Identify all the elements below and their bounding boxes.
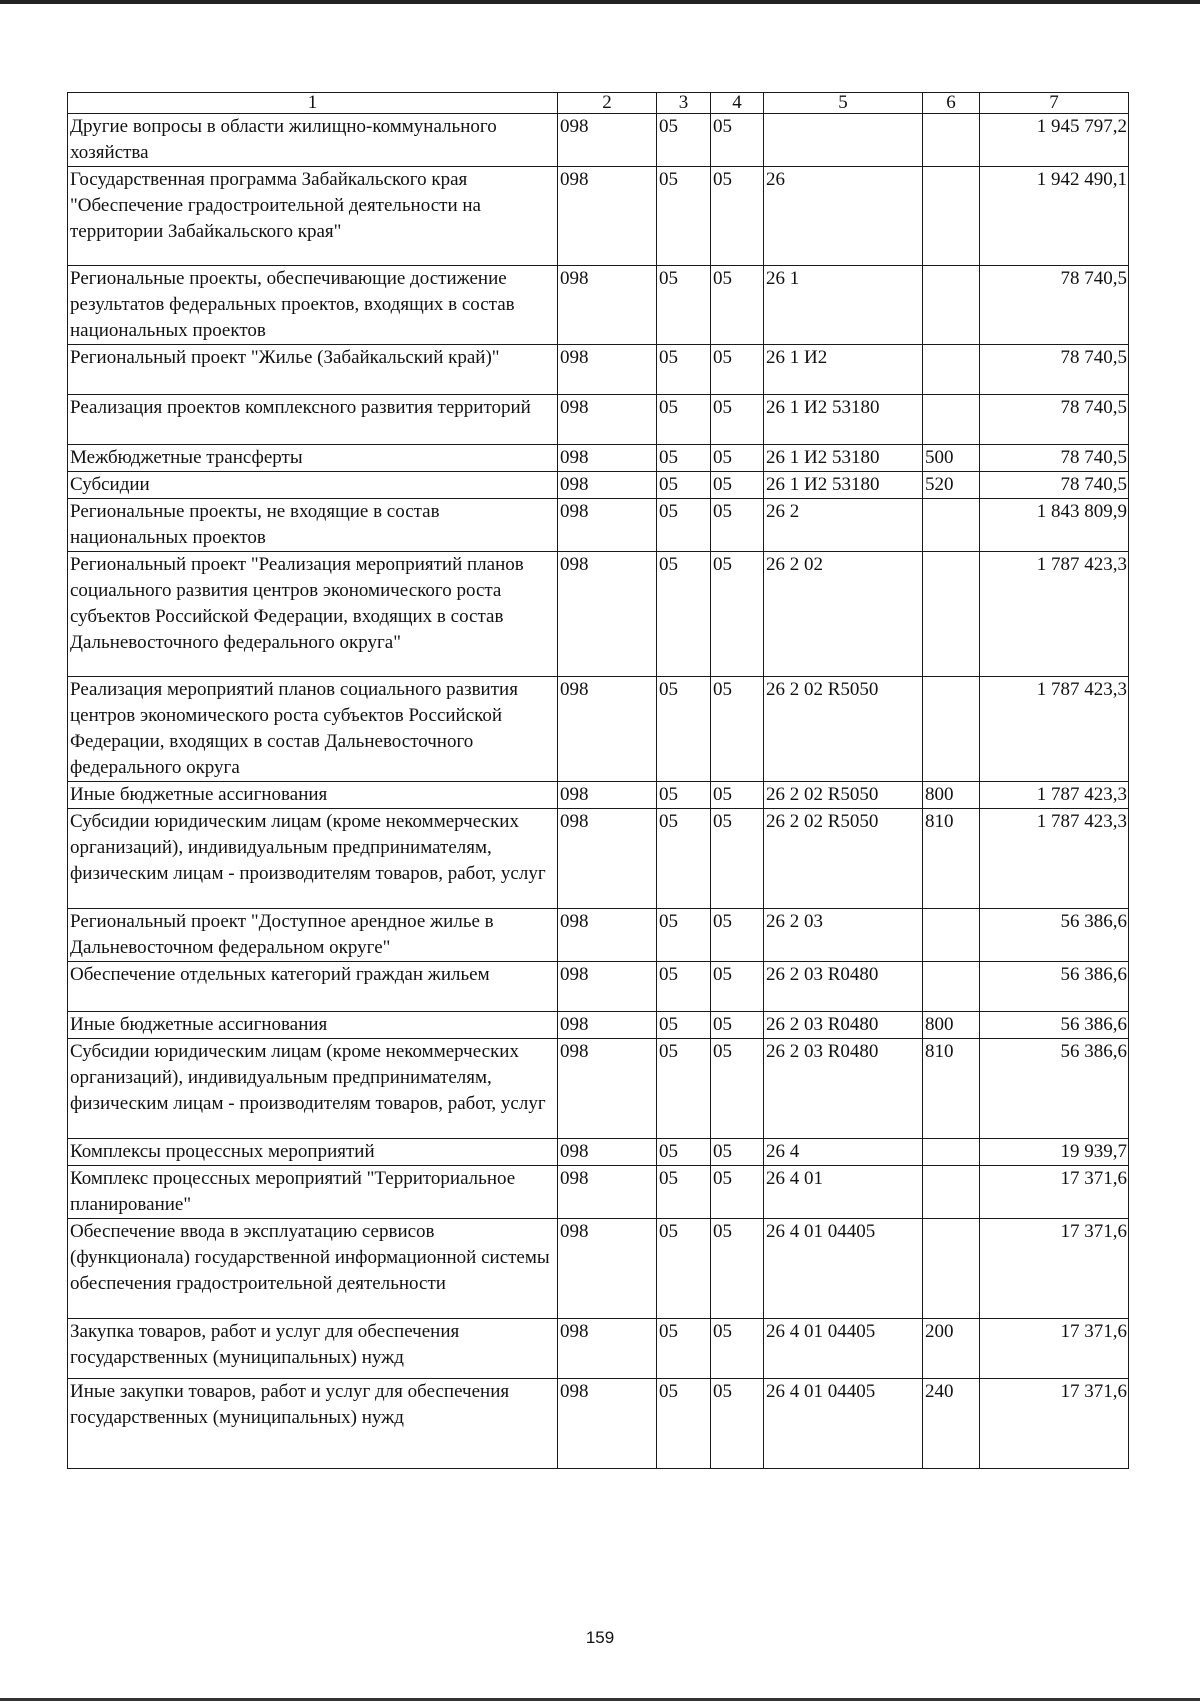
- row-subsection-cell: 05: [711, 1219, 764, 1319]
- row-expense-type-cell: [923, 499, 980, 552]
- row-amount-cell: 1 787 423,3: [980, 552, 1129, 677]
- row-subsection-cell: 05: [711, 809, 764, 909]
- row-name-cell: Закупка товаров, работ и услуг для обеспечения государственных (муниципальных) нужд: [68, 1319, 558, 1379]
- row-code-cell: 098: [558, 1039, 657, 1139]
- row-target-article-cell: 26 4 01 04405: [764, 1319, 923, 1379]
- row-section-cell: 05: [657, 1219, 711, 1319]
- table-row: [68, 1166, 1129, 1219]
- row-subsection-cell: 05: [711, 114, 764, 167]
- row-amount-cell: 19 939,7: [980, 1139, 1129, 1166]
- row-section-cell: 05: [657, 962, 711, 1012]
- row-expense-type-cell: 800: [923, 782, 980, 809]
- row-code-cell: 098: [558, 782, 657, 809]
- row-expense-type-cell: 800: [923, 1012, 980, 1039]
- row-amount-cell: 1 787 423,3: [980, 809, 1129, 909]
- row-amount-cell: 1 843 809,9: [980, 499, 1129, 552]
- row-subsection-cell: 05: [711, 1319, 764, 1379]
- row-section-cell: 05: [657, 395, 711, 445]
- row-name-cell: Другие вопросы в области жилищно-коммунального хозяйства: [68, 114, 558, 167]
- row-code-cell: 098: [558, 1166, 657, 1219]
- row-code-cell: 098: [558, 1219, 657, 1319]
- row-name-cell: Реализация мероприятий планов социального развития центров экономического роста субъектов Российской Федерации, входящих в состав Дальневосточного федерального округа: [68, 677, 558, 782]
- row-section-cell: 05: [657, 499, 711, 552]
- row-section-cell: 05: [657, 114, 711, 167]
- row-target-article-cell: 26 2 02: [764, 552, 923, 677]
- row-target-article-cell: [764, 114, 923, 167]
- row-amount-cell: 1 945 797,2: [980, 114, 1129, 167]
- row-code-cell: 098: [558, 114, 657, 167]
- row-target-article-cell: 26 1 И2 53180: [764, 395, 923, 445]
- row-expense-type-cell: 500: [923, 445, 980, 472]
- row-name-cell: Региональные проекты, не входящие в состав национальных проектов: [68, 499, 558, 552]
- row-section-cell: 05: [657, 445, 711, 472]
- row-name-cell: Субсидии юридическим лицам (кроме некоммерческих организаций), индивидуальным предпринимателям, физическим лицам - производителям товаров, работ, услуг: [68, 1039, 558, 1139]
- row-expense-type-cell: [923, 552, 980, 677]
- row-expense-type-cell: 810: [923, 809, 980, 909]
- row-subsection-cell: 05: [711, 1012, 764, 1039]
- row-amount-cell: 78 740,5: [980, 395, 1129, 445]
- row-expense-type-cell: [923, 266, 980, 345]
- row-target-article-cell: 26 2 02 R5050: [764, 677, 923, 782]
- row-section-cell: 05: [657, 1139, 711, 1166]
- table-row: [68, 1319, 1129, 1379]
- row-subsection-cell: 05: [711, 499, 764, 552]
- row-target-article-cell: 26 1 И2 53180: [764, 445, 923, 472]
- row-target-article-cell: 26 4: [764, 1139, 923, 1166]
- row-subsection-cell: 05: [711, 552, 764, 677]
- row-code-cell: 098: [558, 677, 657, 782]
- row-name-cell: Обеспечение отдельных категорий граждан жильем: [68, 962, 558, 1012]
- table-row: [68, 1139, 1129, 1166]
- row-amount-cell: 56 386,6: [980, 962, 1129, 1012]
- row-name-cell: Обеспечение ввода в эксплуатацию сервисов (функционала) государственной информационной системы обеспечения градостроительной деятельности: [68, 1219, 558, 1319]
- row-amount-cell: 17 371,6: [980, 1319, 1129, 1379]
- row-amount-cell: 78 740,5: [980, 445, 1129, 472]
- row-expense-type-cell: [923, 1166, 980, 1219]
- row-amount-cell: 17 371,6: [980, 1166, 1129, 1219]
- row-expense-type-cell: [923, 909, 980, 962]
- row-code-cell: 098: [558, 962, 657, 1012]
- row-amount-cell: 78 740,5: [980, 266, 1129, 345]
- row-amount-cell: 56 386,6: [980, 1039, 1129, 1139]
- row-subsection-cell: 05: [711, 472, 764, 499]
- header-cell-1: 1: [68, 93, 558, 114]
- row-expense-type-cell: [923, 1139, 980, 1166]
- row-name-cell: Комплекс процессных мероприятий "Территориальное планирование": [68, 1166, 558, 1219]
- row-target-article-cell: 26 4 01 04405: [764, 1219, 923, 1319]
- table-row: [68, 909, 1129, 962]
- row-amount-cell: 56 386,6: [980, 1012, 1129, 1039]
- row-target-article-cell: 26 1 И2 53180: [764, 472, 923, 499]
- row-expense-type-cell: 200: [923, 1319, 980, 1379]
- row-amount-cell: 1 787 423,3: [980, 677, 1129, 782]
- row-name-cell: Комплексы процессных мероприятий: [68, 1139, 558, 1166]
- row-section-cell: 05: [657, 782, 711, 809]
- row-section-cell: 05: [657, 1166, 711, 1219]
- header-cell-5: 5: [764, 93, 923, 114]
- row-name-cell: Иные бюджетные ассигнования: [68, 782, 558, 809]
- table-row: [68, 962, 1129, 1012]
- row-amount-cell: 56 386,6: [980, 909, 1129, 962]
- row-target-article-cell: 26 2 03 R0480: [764, 1012, 923, 1039]
- row-subsection-cell: 05: [711, 266, 764, 345]
- row-name-cell: Иные бюджетные ассигнования: [68, 1012, 558, 1039]
- row-name-cell: Реализация проектов комплексного развития территорий: [68, 395, 558, 445]
- row-name-cell: Субсидии: [68, 472, 558, 499]
- row-expense-type-cell: 240: [923, 1379, 980, 1469]
- row-code-cell: 098: [558, 809, 657, 909]
- table-row: [68, 445, 1129, 472]
- row-amount-cell: 17 371,6: [980, 1379, 1129, 1469]
- row-subsection-cell: 05: [711, 909, 764, 962]
- table-header-row: [68, 93, 1129, 114]
- table-row: [68, 114, 1129, 167]
- header-cell-6: 6: [923, 93, 980, 114]
- row-section-cell: 05: [657, 1379, 711, 1469]
- row-section-cell: 05: [657, 266, 711, 345]
- row-code-cell: 098: [558, 1379, 657, 1469]
- row-name-cell: Региональный проект "Доступное арендное жилье в Дальневосточном федеральном округе": [68, 909, 558, 962]
- budget-table: [67, 92, 1129, 1469]
- row-expense-type-cell: [923, 395, 980, 445]
- row-target-article-cell: 26 4 01: [764, 1166, 923, 1219]
- row-code-cell: 098: [558, 552, 657, 677]
- row-expense-type-cell: 810: [923, 1039, 980, 1139]
- row-expense-type-cell: [923, 677, 980, 782]
- row-section-cell: 05: [657, 1039, 711, 1139]
- row-target-article-cell: 26 2 03 R0480: [764, 962, 923, 1012]
- row-amount-cell: 78 740,5: [980, 472, 1129, 499]
- row-subsection-cell: 05: [711, 345, 764, 395]
- table-row: [68, 782, 1129, 809]
- row-amount-cell: 1 942 490,1: [980, 167, 1129, 266]
- row-code-cell: 098: [558, 472, 657, 499]
- row-subsection-cell: 05: [711, 167, 764, 266]
- row-target-article-cell: 26 2 03: [764, 909, 923, 962]
- table-row: [68, 1379, 1129, 1469]
- row-subsection-cell: 05: [711, 1166, 764, 1219]
- table-row: [68, 1039, 1129, 1139]
- row-subsection-cell: 05: [711, 782, 764, 809]
- row-code-cell: 098: [558, 345, 657, 395]
- row-section-cell: 05: [657, 167, 711, 266]
- row-target-article-cell: 26 2 02 R5050: [764, 782, 923, 809]
- table-row: [68, 472, 1129, 499]
- row-target-article-cell: 26: [764, 167, 923, 266]
- row-code-cell: 098: [558, 909, 657, 962]
- row-code-cell: 098: [558, 499, 657, 552]
- page-number: 159: [585, 1628, 615, 1647]
- row-expense-type-cell: [923, 962, 980, 1012]
- table-row: [68, 345, 1129, 395]
- row-section-cell: 05: [657, 1319, 711, 1379]
- row-expense-type-cell: [923, 1219, 980, 1319]
- row-name-cell: Региональный проект "Реализация мероприятий планов социального развития центров экономического роста субъектов Российской Федерации, входящих в состав Дальневосточного федерального округа": [68, 552, 558, 677]
- row-code-cell: 098: [558, 1012, 657, 1039]
- row-amount-cell: 1 787 423,3: [980, 782, 1129, 809]
- row-expense-type-cell: [923, 167, 980, 266]
- row-name-cell: Субсидии юридическим лицам (кроме некоммерческих организаций), индивидуальным предпринимателям, физическим лицам - производителям товаров, работ, услуг: [68, 809, 558, 909]
- row-subsection-cell: 05: [711, 1379, 764, 1469]
- row-name-cell: Иные закупки товаров, работ и услуг для обеспечения государственных (муниципальных) нужд: [68, 1379, 558, 1469]
- row-subsection-cell: 05: [711, 677, 764, 782]
- table-row: [68, 1012, 1129, 1039]
- header-cell-7: 7: [980, 93, 1129, 114]
- row-section-cell: 05: [657, 552, 711, 677]
- table-row: [68, 266, 1129, 345]
- row-subsection-cell: 05: [711, 1139, 764, 1166]
- row-name-cell: Межбюджетные трансферты: [68, 445, 558, 472]
- table-row: [68, 499, 1129, 552]
- row-subsection-cell: 05: [711, 395, 764, 445]
- table-row: [68, 1219, 1129, 1319]
- row-subsection-cell: 05: [711, 1039, 764, 1139]
- row-section-cell: 05: [657, 1012, 711, 1039]
- table-row: [68, 552, 1129, 677]
- row-subsection-cell: 05: [711, 962, 764, 1012]
- row-section-cell: 05: [657, 345, 711, 395]
- table-row: [68, 167, 1129, 266]
- row-amount-cell: 78 740,5: [980, 345, 1129, 395]
- row-expense-type-cell: 520: [923, 472, 980, 499]
- row-target-article-cell: 26 2 02 R5050: [764, 809, 923, 909]
- row-target-article-cell: 26 2: [764, 499, 923, 552]
- row-amount-cell: 17 371,6: [980, 1219, 1129, 1319]
- header-cell-3: 3: [657, 93, 711, 114]
- row-name-cell: Региональные проекты, обеспечивающие достижение результатов федеральных проектов, входящих в состав национальных проектов: [68, 266, 558, 345]
- row-name-cell: Региональный проект "Жилье (Забайкальский край)": [68, 345, 558, 395]
- row-code-cell: 098: [558, 1139, 657, 1166]
- row-code-cell: 098: [558, 167, 657, 266]
- row-subsection-cell: 05: [711, 445, 764, 472]
- bottom-border-line: [0, 1698, 1200, 1701]
- row-section-cell: 05: [657, 909, 711, 962]
- row-name-cell: Государственная программа Забайкальского края "Обеспечение градостроительной деятельности на территории Забайкальского края": [68, 167, 558, 266]
- header-cell-4: 4: [711, 93, 764, 114]
- row-section-cell: 05: [657, 472, 711, 499]
- table-row: [68, 677, 1129, 782]
- row-target-article-cell: 26 4 01 04405: [764, 1379, 923, 1469]
- row-expense-type-cell: [923, 345, 980, 395]
- header-cell-2: 2: [558, 93, 657, 114]
- table-row: [68, 395, 1129, 445]
- row-target-article-cell: 26 2 03 R0480: [764, 1039, 923, 1139]
- row-target-article-cell: 26 1 И2: [764, 345, 923, 395]
- row-code-cell: 098: [558, 445, 657, 472]
- row-section-cell: 05: [657, 809, 711, 909]
- row-target-article-cell: 26 1: [764, 266, 923, 345]
- row-code-cell: 098: [558, 266, 657, 345]
- row-code-cell: 098: [558, 1319, 657, 1379]
- row-section-cell: 05: [657, 677, 711, 782]
- row-code-cell: 098: [558, 395, 657, 445]
- top-border-line: [0, 0, 1200, 4]
- table-row: [68, 809, 1129, 909]
- row-expense-type-cell: [923, 114, 980, 167]
